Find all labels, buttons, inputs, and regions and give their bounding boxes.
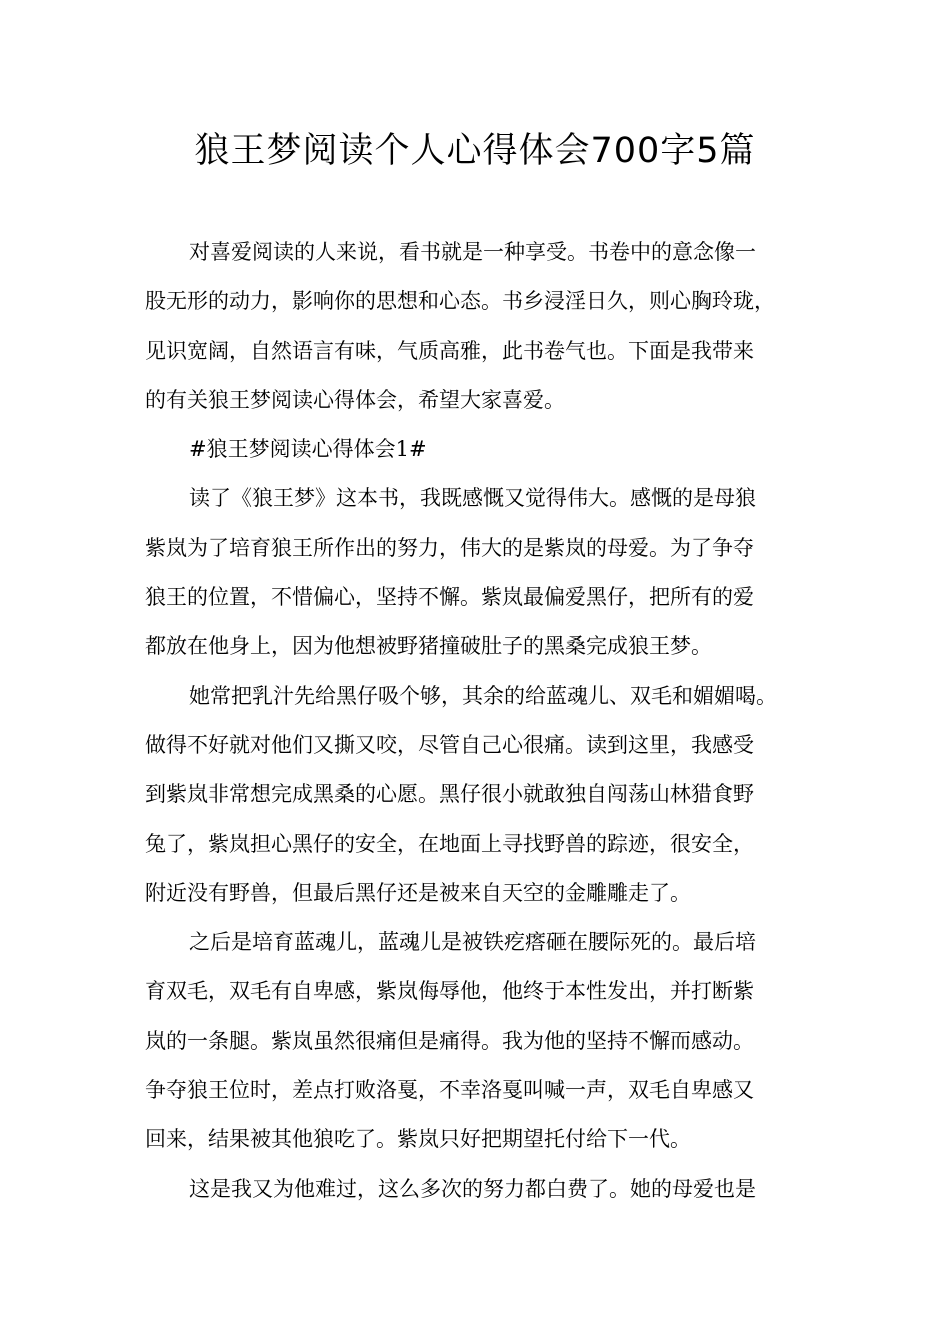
text-line: 读了《狼王梦》这本书，我既感慨又觉得伟大。感慨的是母狼 xyxy=(189,486,756,511)
text-line: 到紫岚非常想完成黑桑的心愿。黑仔很小就敢独自闯荡山林猎食野 xyxy=(145,782,754,807)
text-line: 她常把乳汁先给黑仔吸个够，其余的给蓝魂儿、双毛和媚媚喝。 xyxy=(189,683,777,708)
text-line: 紫岚为了培育狼王所作出的努力，伟大的是紫岚的母爱。为了争夺 xyxy=(145,535,754,560)
document-body xyxy=(145,228,835,1214)
text-line: 育双毛，双毛有自卑感，紫岚侮辱他，他终于本性发出，并打断紫 xyxy=(145,979,754,1004)
text-line: 见识宽阔，自然语言有味，气质高雅，此书卷气也。下面是我带来 xyxy=(145,338,754,363)
text-line: 股无形的动力，影响你的思想和心态。书乡浸淫日久，则心胸玲珑， xyxy=(145,289,775,314)
text-line: 做得不好就对他们又撕又咬，尽管自己心很痛。读到这里，我感受 xyxy=(145,732,754,757)
text-line: 的有关狼王梦阅读心得体会，希望大家喜爱。 xyxy=(145,387,565,412)
text-line: 兔了，紫岚担心黑仔的安全，在地面上寻找野兽的踪迹，很安全， xyxy=(145,831,754,856)
text-line: #狼王梦阅读心得体会1# xyxy=(189,437,427,462)
text-line: 这是我又为他难过，这么多次的努力都白费了。她的母爱也是 xyxy=(189,1176,756,1201)
text-line: 附近没有野兽，但最后黑仔还是被来自天空的金雕雕走了。 xyxy=(145,880,691,905)
text-line: 对喜爱阅读的人来说，看书就是一种享受。书卷中的意念像一 xyxy=(189,240,756,264)
text-line: 之后是培育蓝魂儿，蓝魂儿是被铁疙瘩砸在腰际死的。最后培 xyxy=(189,930,756,955)
text-line: 狼王的位置，不惜偏心，坚持不懈。紫岚最偏爱黑仔，把所有的爱 xyxy=(145,585,754,610)
text-line: 争夺狼王位时，差点打败洛戛，不幸洛戛叫喊一声，双毛自卑感又 xyxy=(145,1078,754,1103)
document-title: 狼王梦阅读个人心得体会700字5篇 xyxy=(194,131,756,171)
text-line: 岚的一条腿。紫岚虽然很痛但是痛得。我为他的坚持不懈而感动。 xyxy=(145,1028,754,1053)
text-line: 都放在他身上，因为他想被野猪撞破肚子的黑桑完成狼王梦。 xyxy=(145,634,712,659)
text-line: 回来，结果被其他狼吃了。紫岚只好把期望托付给下一代。 xyxy=(145,1127,691,1152)
